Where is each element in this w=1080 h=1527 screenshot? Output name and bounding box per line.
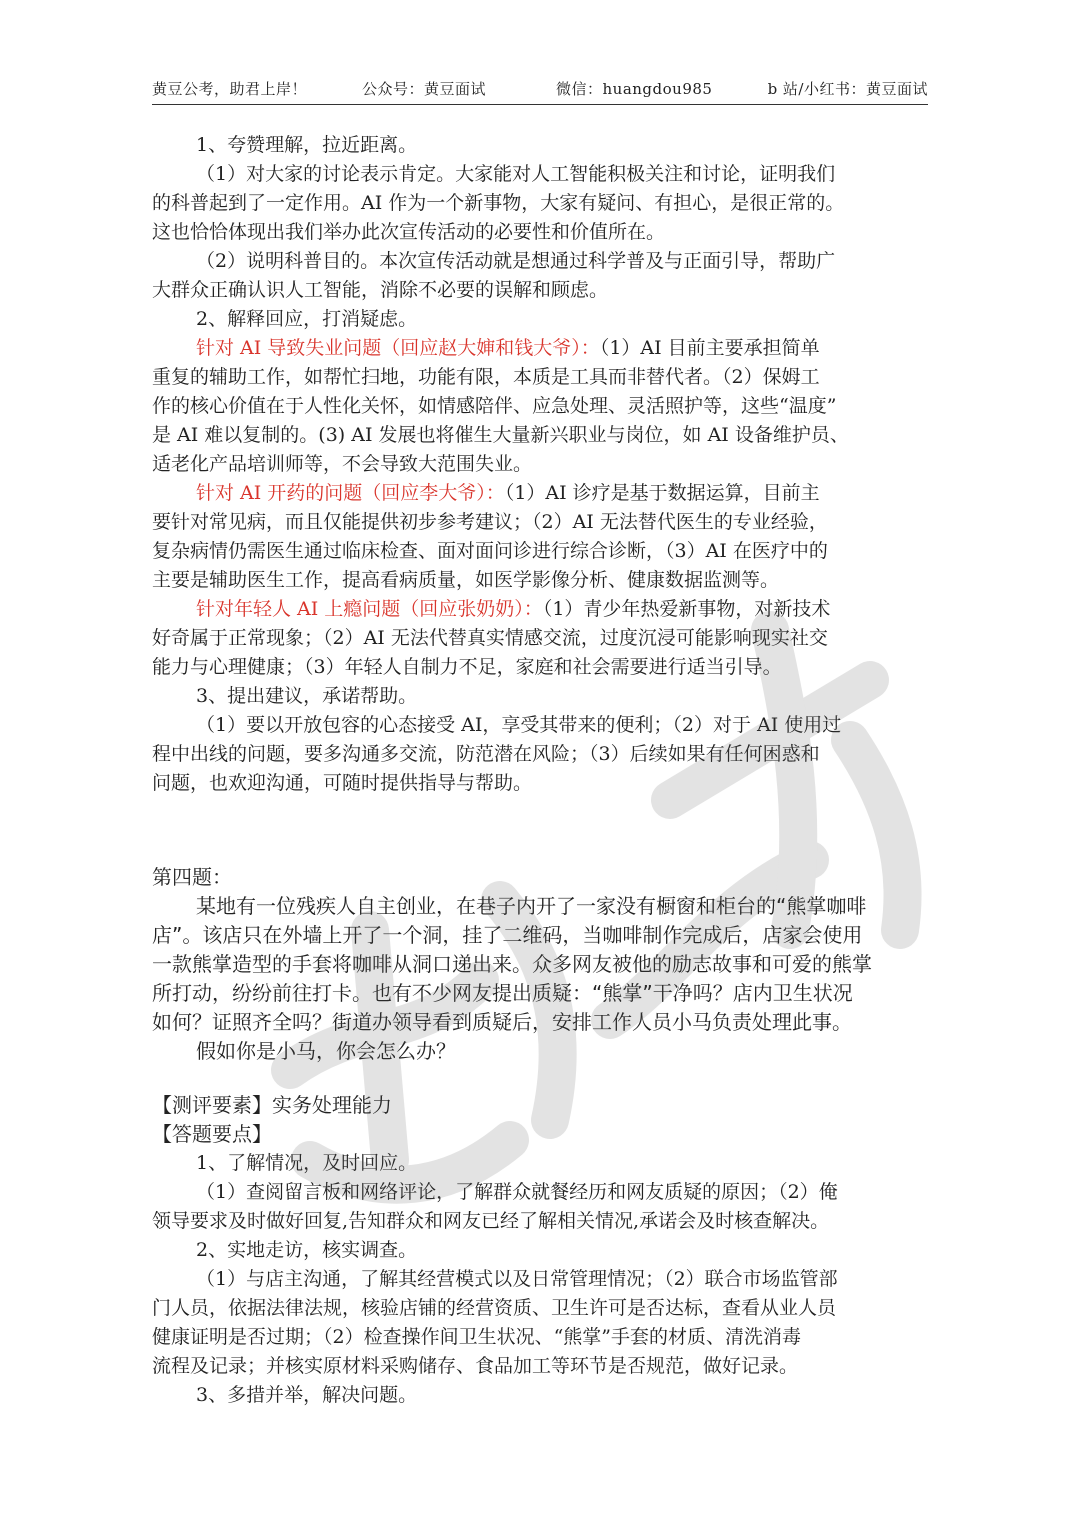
evaluation-element: 【测评要素】实务处理能力 <box>152 1093 392 1117</box>
section-heading: 1、夸赞理解，拉近距离。 <box>196 134 418 156</box>
paragraph-line: （2）说明科普目的。本次宣传活动就是想通过科学普及与正面引导，帮助广 <box>196 250 836 272</box>
paragraph-line: 这也恰恰体现出我们举办此次宣传活动的必要性和价值所在。 <box>152 221 666 243</box>
paragraph-line: 要针对常见病，而且仅能提供初步参考建议；（2）AI 无法替代医生的专业经验， <box>152 511 828 533</box>
paragraph-line: 针对 AI 开药的问题（回应李大爷）：（1）AI 诊疗是基于数据运算，目前主 <box>196 482 820 504</box>
paragraph-line: 重复的辅助工作，如帮忙扫地，功能有限，本质是工具而非替代者。（2）保姆工 <box>152 366 820 388</box>
paragraph-line: 店”。该店只在外墙上开了一个洞，挂了二维码，当咖啡制作完成后，店家会使用 <box>152 923 863 947</box>
section-heading: 3、多措并举，解决问题。 <box>196 1384 418 1406</box>
header-wechat-id: 微信：huangdou985 <box>556 80 713 98</box>
paragraph-line: （1）查阅留言板和网络评论，了解群众就餐经历和网友质疑的原因；（2）俺 <box>196 1181 838 1203</box>
paragraph-line: 适老化产品培训师等，不会导致大范围失业。 <box>152 453 533 475</box>
paragraph-line: 假如你是小马，你会怎么办？ <box>196 1039 456 1063</box>
paragraph-line: 所打动，纷纷前往打卡。也有不少网友提出质疑：“熊掌”干净吗？店内卫生状况 <box>152 981 853 1005</box>
paragraph-line: 针对年轻人 AI 上瘾问题（回应张奶奶）：（1）青少年热爱新事物，对新技术 <box>196 598 831 620</box>
paragraph-line: 某地有一位残疾人自主创业，在巷子内开了一家没有橱窗和柜台的“熊掌咖啡 <box>196 894 867 918</box>
paragraph-line: 是 AI 难以复制的。(3) AI 发展也将催生大量新兴职业与岗位，如 AI 设备维护员、 <box>152 424 849 446</box>
topic-highlight: 针对 AI 开药的问题（回应李大爷）： <box>196 482 505 504</box>
section-heading: 1、了解情况，及时回应。 <box>196 1152 418 1174</box>
paragraph-line: 能力与心理健康；（3）年轻人自制力不足，家庭和社会需要进行适当引导。 <box>152 656 782 678</box>
section-heading: 2、解释回应，打消疑虑。 <box>196 308 418 330</box>
section-heading: 2、实地走访，核实调查。 <box>196 1239 418 1261</box>
paragraph-line: 针对 AI 导致失业问题（回应赵大婶和钱大爷）：（1）AI 目前主要承担简单 <box>196 337 820 359</box>
header-slogan: 黄豆公考，助君上岸！ <box>152 80 308 98</box>
paragraph-line: 主要是辅助医生工作，提高看病质量，如医学影像分析、健康数据监测等。 <box>152 569 780 591</box>
paragraph-line: 程中出线的问题，要多沟通多交流，防范潜在风险；（3）后续如果有任何困惑和 <box>152 743 820 765</box>
paragraph-line: 作的核心价值在于人性化关怀，如情感陪伴、应急处理、灵活照护等，这些“温度” <box>152 395 837 417</box>
paragraph-line: 大群众正确认识人工智能，消除不必要的误解和顾虑。 <box>152 279 609 301</box>
paragraph-line: 复杂病情仍需医生通过临床检查、面对面问诊进行综合诊断，（3）AI 在医疗中的 <box>152 540 828 562</box>
paragraph-line: 流程及记录；并核实原材料采购储存、食品加工等环节是否规范，做好记录。 <box>152 1355 799 1377</box>
answer-points-title: 【答题要点】 <box>152 1122 272 1146</box>
paragraph-line: 门人员，依据法律法规，核验店铺的经营资质、卫生许可是否达标，查看从业人员 <box>152 1297 837 1319</box>
header-wechat-account: 公众号：黄豆面试 <box>362 80 487 98</box>
question-title: 第四题： <box>152 865 232 889</box>
paragraph-line: 领导要求及时做好回复,告知群众和网友已经了解相关情况,承诺会及时核查解决。 <box>152 1210 830 1232</box>
topic-highlight: 针对 AI 导致失业问题（回应赵大婶和钱大爷）： <box>196 337 600 359</box>
header-social: b 站/小红书：黄豆面试 <box>767 80 928 98</box>
page-header <box>152 74 928 105</box>
paragraph-line: （1）对大家的讨论表示肯定。大家能对人工智能积极关注和讨论，证明我们 <box>196 163 836 185</box>
paragraph-line: （1）与店主沟通，了解其经营模式以及日常管理情况；（2）联合市场监管部 <box>196 1268 838 1290</box>
paragraph-line: 好奇属于正常现象；（2）AI 无法代替真实情感交流，过度沉浸可能影响现实社交 <box>152 627 828 649</box>
topic-highlight: 针对年轻人 AI 上瘾问题（回应张奶奶）： <box>196 598 543 620</box>
paragraph-line: 一款熊掌造型的手套将咖啡从洞口递出来。众多网友被他的励志故事和可爱的熊掌 <box>152 952 872 976</box>
section-heading: 3、提出建议，承诺帮助。 <box>196 685 418 707</box>
paragraph-line: 的科普起到了一定作用。AI 作为一个新事物，大家有疑问、有担心，是很正常的。 <box>152 192 845 214</box>
paragraph-line: （1）要以开放包容的心态接受 AI，享受其带来的便利；（2）对于 AI 使用过 <box>196 714 842 736</box>
paragraph-line: 问题，也欢迎沟通，可随时提供指导与帮助。 <box>152 772 533 794</box>
paragraph-line: 如何？证照齐全吗？街道办领导看到质疑后，安排工作人员小马负责处理此事。 <box>152 1010 852 1034</box>
paragraph-line: 健康证明是否过期；（2）检查操作间卫生状况、“熊掌”手套的材质、清洗消毒 <box>152 1326 802 1348</box>
